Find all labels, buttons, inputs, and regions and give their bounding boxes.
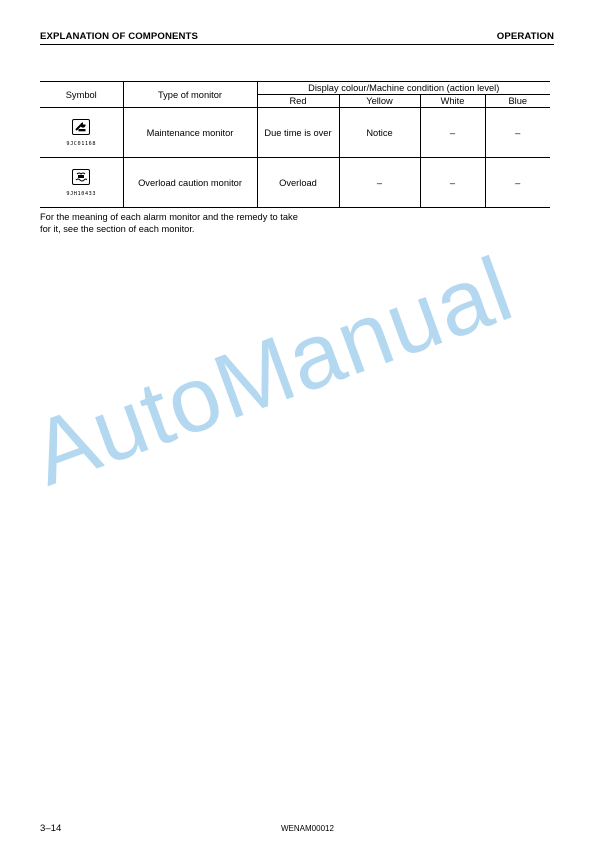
chapter-title: OPERATION	[496, 31, 554, 42]
document-code: WENAM00012	[281, 824, 334, 833]
note-text	[40, 211, 360, 235]
page-number: 3–14	[40, 823, 62, 834]
type-cell: Maintenance monitor	[123, 108, 257, 158]
icon-code: 9JH10433	[66, 190, 97, 197]
watermark: AutoManual	[19, 237, 526, 506]
section-title: EXPLANATION OF COMPONENTS	[40, 31, 198, 42]
yellow-cell: –	[339, 158, 420, 208]
note-line: For the meaning of each alarm monitor and the remedy to take	[40, 212, 298, 222]
blue-cell: –	[485, 108, 550, 158]
yellow-header: Yellow	[339, 95, 420, 108]
white-header: White	[420, 95, 485, 108]
type-header: Type of monitor	[123, 82, 257, 108]
display-header: Display colour/Machine condition (action level)	[257, 82, 550, 95]
symbol-header: Symbol	[40, 82, 123, 108]
yellow-cell: Notice	[339, 108, 420, 158]
symbol-cell	[40, 108, 123, 158]
red-cell: Due time is over	[257, 108, 339, 158]
wrench-icon	[72, 119, 90, 135]
red-cell: Overload	[257, 158, 339, 208]
overload-icon	[72, 169, 90, 185]
table-row	[40, 108, 550, 158]
table-row	[40, 158, 550, 208]
icon-code: 9JC01168	[66, 140, 97, 147]
blue-header: Blue	[485, 95, 550, 108]
symbol-cell	[40, 158, 123, 208]
blue-cell: –	[485, 158, 550, 208]
red-header: Red	[257, 95, 339, 108]
monitor-table	[40, 81, 550, 208]
white-cell: –	[420, 158, 485, 208]
note-line: for it, see the section of each monitor.	[40, 224, 195, 234]
page-header	[40, 29, 554, 45]
white-cell: –	[420, 108, 485, 158]
type-cell: Overload caution monitor	[123, 158, 257, 208]
